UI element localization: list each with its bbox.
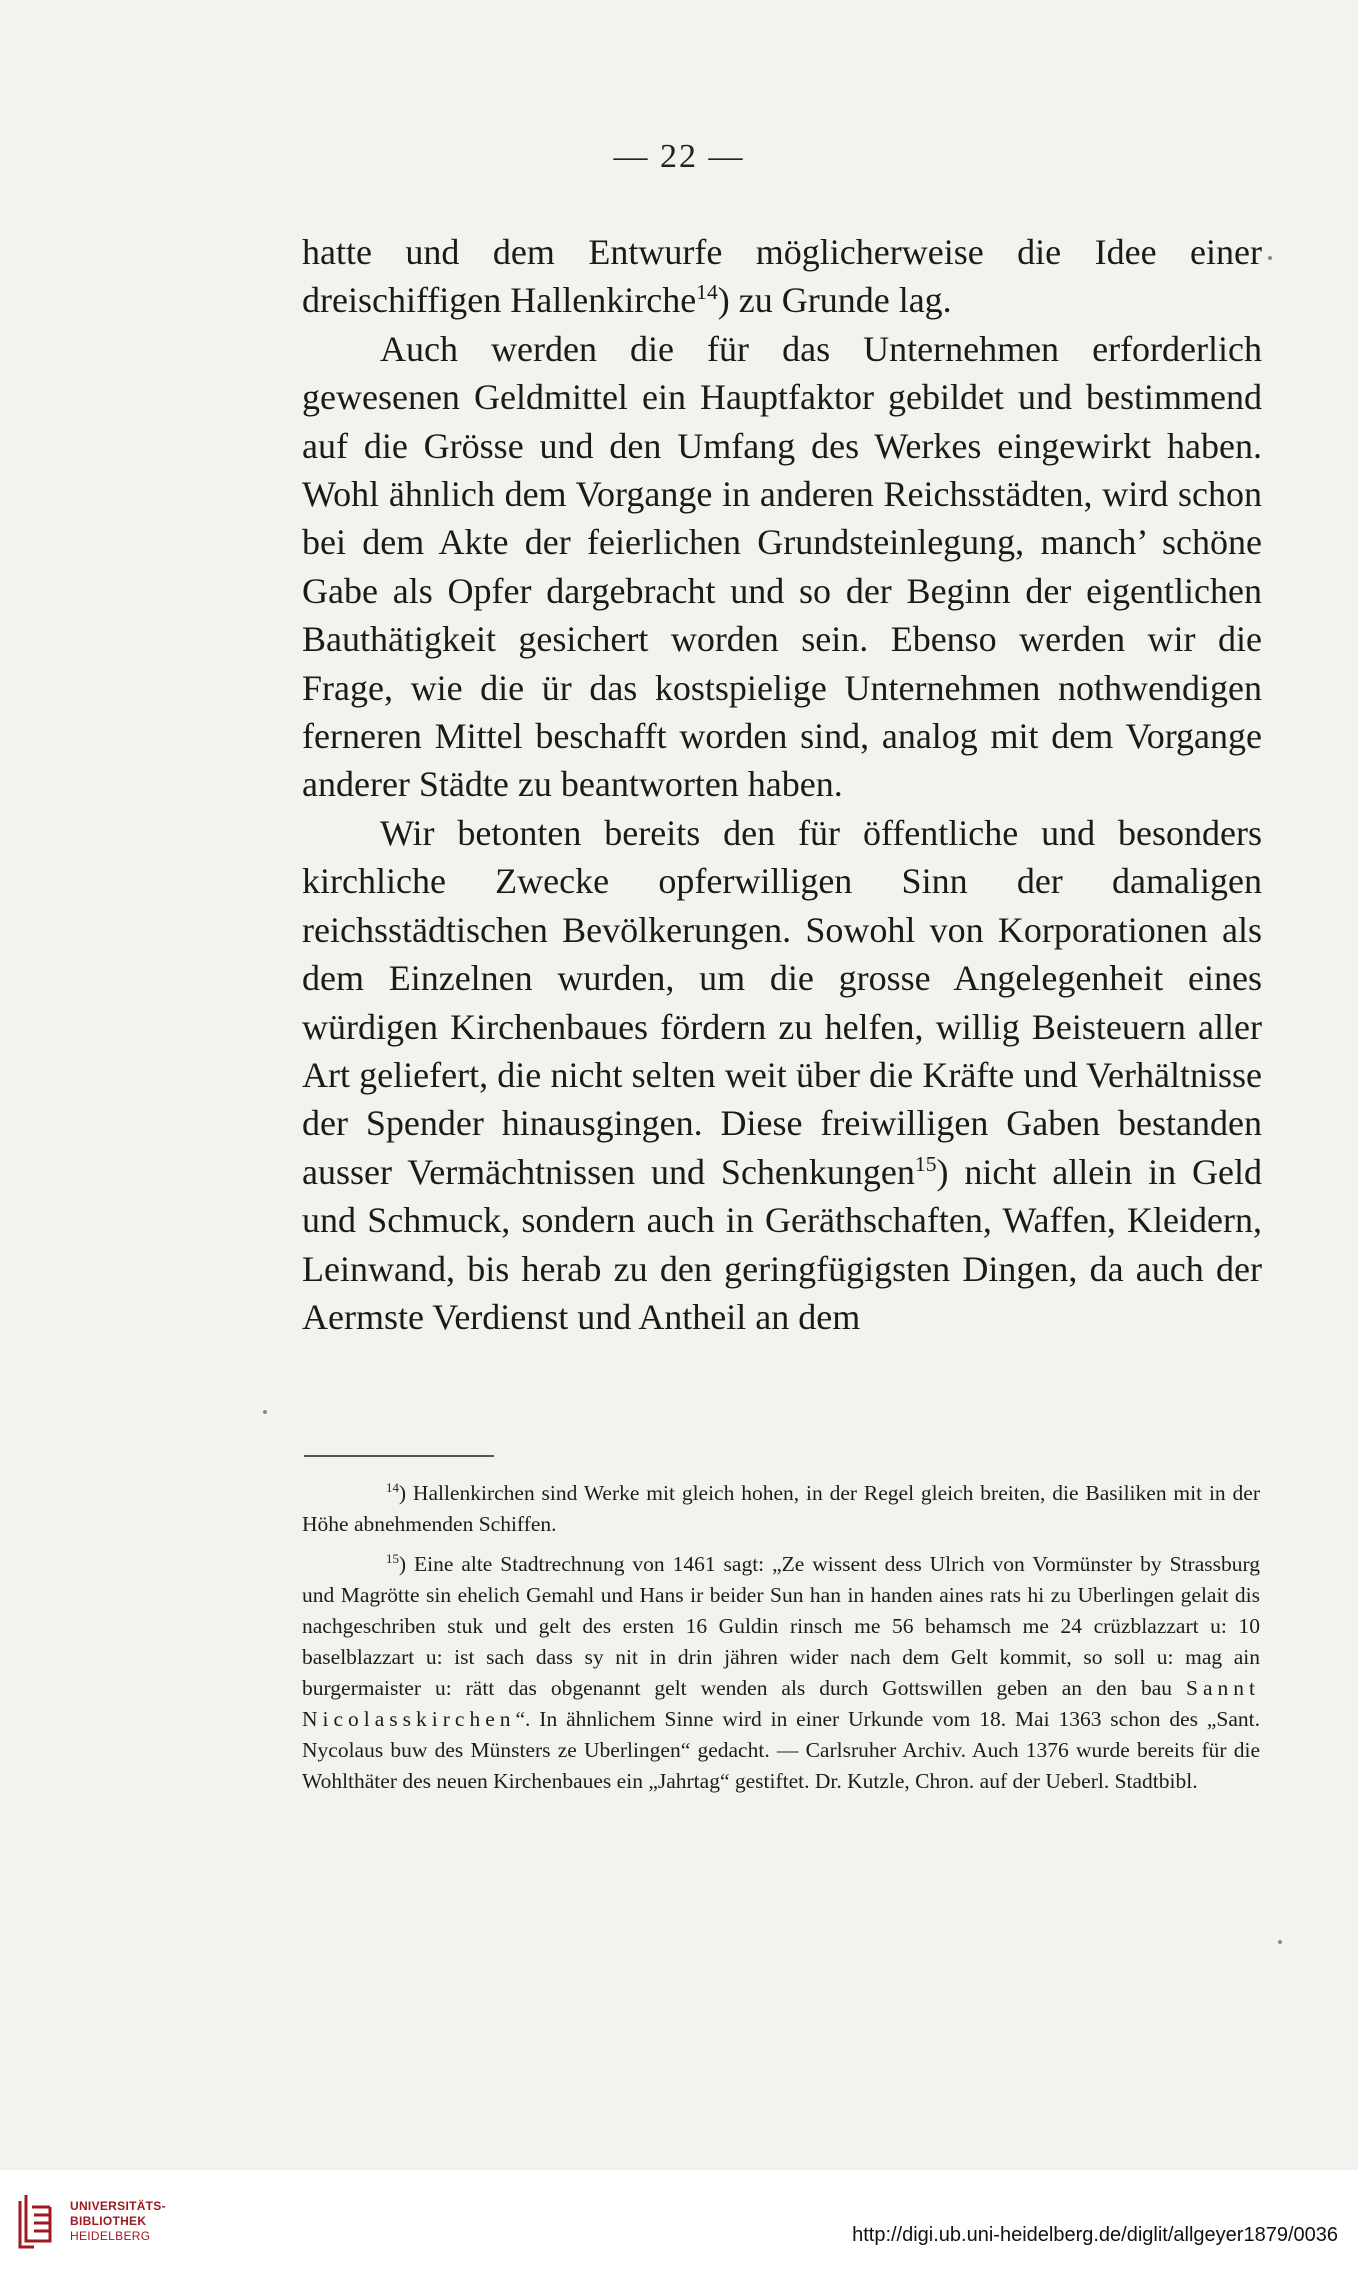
footnotes — [302, 1478, 1260, 1806]
library-emblem-icon — [14, 2191, 64, 2251]
footnote-15 — [302, 1549, 1260, 1797]
paper-speck — [1278, 1940, 1282, 1944]
footnote-14-text: ) Hallenkirchen sind Werke mit gleich hohen, in der Regel gleich breiten, die Basiliken mit in der Höhe abnehmenden Schiffen. — [302, 1481, 1260, 1536]
footnote-15-number: 15 — [386, 1551, 399, 1566]
footnote-15-text-a: ) Eine alte Stadtrechnung von 1461 sagt: „Ze wissent dess Ulrich von Vormünster by Strassburg und Magrötte sin ehelich Gemahl und Hans ir beider Sun han in handen aines rats hi zu Uberlingen gelait dis nachgeschriben stuk und gelt des ersten 16 Guldin rinsch me 56 behamsch me 24 crüzblazzart u: 10 baselblazzart u: ist sach dass sy nit in drin jähren wider nach dem Gelt kommit, so soll u: mag ain burgermaister u: rätt das obgenannt gelt wenden als durch Gottswillen geben an den bau — [302, 1552, 1260, 1700]
source-url-link[interactable]: http://digi.ub.uni-heidelberg.de/diglit/allgeyer1879/0036 — [850, 2222, 1340, 2249]
paragraph-2: Auch werden die für das Unternehmen erforderlich gewesenen Geldmittel ein Hauptfaktor gebildet und bestimmend auf die Grösse und den Umfang des Werkes eingewirkt haben. Wohl ähnlich dem Vorgange in anderen Reichsstädten, wird schon bei dem Akte der feierlichen Grundsteinlegung, manch’ schöne Gabe als Opfer dargebracht und so der Beginn der eigentlichen Bauthätigkeit gesichert worden sein. Ebenso werden wir die Frage, wie die ür das kostspielige Unternehmen nothwendigen ferneren Mittel beschafft worden sind, analog mit dem Vorgange anderer Städte zu beantworten haben. — [302, 328, 1262, 805]
library-logo[interactable] — [14, 2191, 184, 2263]
footnote-ref-15[interactable]: 15 — [914, 1151, 937, 1176]
library-name — [70, 2199, 166, 2244]
library-name-line-2: BIBLIOTHEK — [70, 2214, 147, 2228]
footnote-15-text-b: “. In ähnlichem Sinne wird in einer Urkunde vom 18. Mai 1363 schon des „Sant. Nycolaus buw des Münsters ze Uberlingen“ gedacht. — Carlsruher Archiv. Auch 1376 wurde bereits für die Wohlthäter des neuen Kirchenbaues ein „Jahrtag“ gestiftet. Dr. Kutzle, Chron. auf der Ueberl. Stadtbibl. — [302, 1707, 1260, 1793]
footnote-14-number: 14 — [386, 1480, 399, 1495]
footnote-15-spaced-text: Sannt Nicolasskirchen — [302, 1676, 1261, 1731]
paragraph-3-text-b: ) nicht allein in Geld und Schmuck, sondern auch in Geräthschaften, Waffen, Kleidern, Leinwand, bis herab zu den geringfügigsten Dingen, da auch der Aermste Verdienst und Antheil an dem — [302, 1151, 1262, 1337]
paper-speck — [263, 1410, 267, 1414]
main-text — [302, 228, 1262, 1341]
paragraph-1-tail: ) zu Grunde lag. — [717, 280, 952, 321]
library-name-line-1: UNIVERSITÄTS- — [70, 2199, 166, 2213]
paragraph-1-text: hatte und dem Entwurfe möglicherweise die Idee einer dreischiffigen Hallenkirche — [302, 232, 1262, 321]
page-number: — 22 — — [613, 138, 745, 175]
library-name-line-3: HEIDELBERG — [70, 2229, 151, 2243]
paragraph-3-text-a: Wir betonten bereits den für öffentliche und besonders kirchliche Zwecke opferwilligen Sinn der damaligen reichsstädtischen Bevölkerungen. Sowohl von Korporationen als dem Einzelnen wurden, um die grosse Angelegenheit eines würdigen Kirchenbaues fördern zu helfen, willig Beisteuern aller Art geliefert, die nicht selten weit über die Kräfte und Verhältnisse der Spender hinausgingen. Diese freiwilligen Gaben bestanden ausser Vermächtnissen und Schenkungen — [302, 812, 1262, 1192]
footnote-ref-14[interactable]: 14 — [696, 280, 718, 305]
footnote-14 — [302, 1478, 1260, 1540]
paragraph-3 — [302, 809, 1262, 1341]
footnote-separator — [304, 1455, 494, 1457]
paper-speck — [1268, 256, 1272, 260]
paragraph-1 — [302, 228, 1262, 325]
